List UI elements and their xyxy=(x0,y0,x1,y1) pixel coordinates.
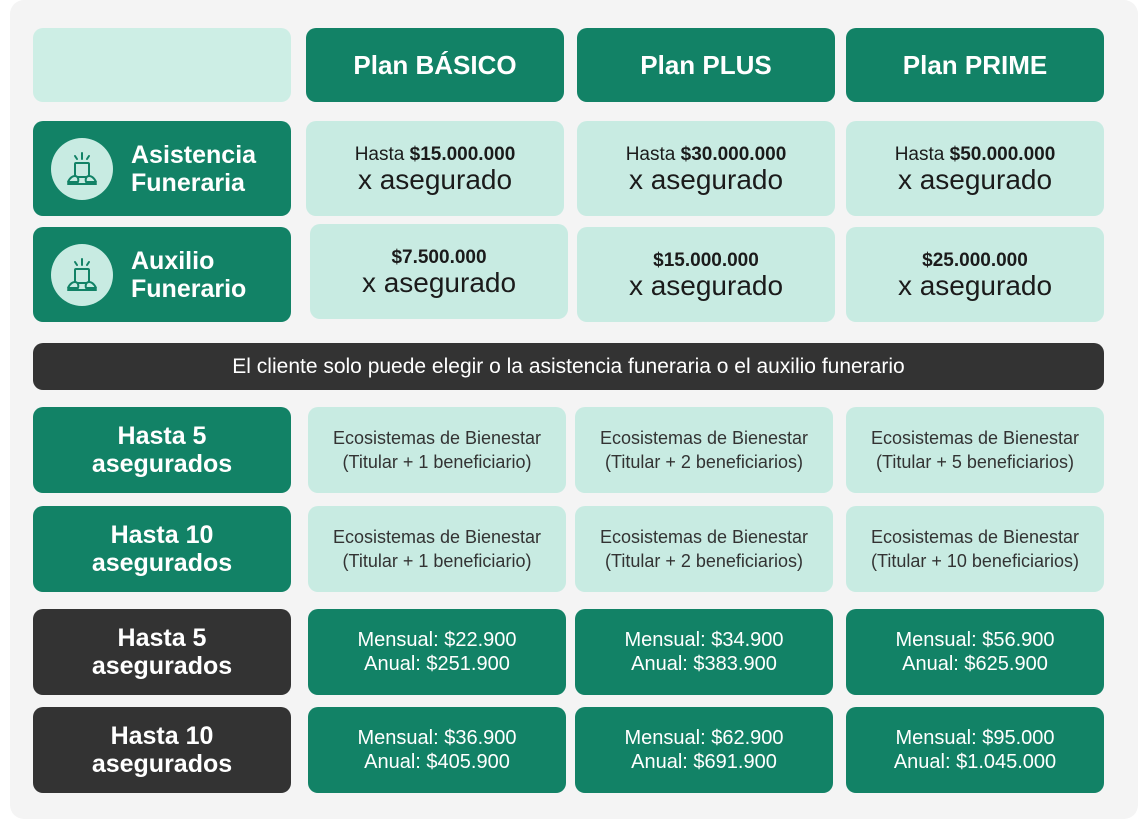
price-10-plus-cell xyxy=(575,707,833,793)
plan-basico-header xyxy=(306,28,564,102)
asistencia-prime-value: $50.000.000 xyxy=(949,143,1056,165)
eco-5-plus-detail: (Titular + 2 beneficiarios) xyxy=(605,452,803,472)
eco-5-basico-title: Ecosistemas de Bienestar xyxy=(332,428,542,448)
choice-note-banner xyxy=(33,343,1104,390)
price-10-basico-cell xyxy=(308,707,566,793)
eco-5-prime-title: Ecosistemas de Bienestar xyxy=(870,428,1080,448)
asistencia-basico-suffix: x asegurado xyxy=(357,163,513,195)
auxilio-basico-amount xyxy=(391,247,486,269)
plan-plus-header xyxy=(577,28,835,102)
asistencia-plus-suffix: x asegurado xyxy=(628,163,784,195)
eco-5-prime-detail: (Titular + 5 beneficiarios) xyxy=(876,452,1074,472)
auxilio-funerario-header xyxy=(33,227,291,322)
header-empty-cell xyxy=(33,28,291,102)
eco-5-plus-cell xyxy=(575,407,833,493)
asistencia-prime-amount xyxy=(895,144,1056,166)
eco-10-plus-cell xyxy=(575,506,833,592)
plan-plus-title: Plan PLUS xyxy=(640,49,772,80)
eco-10-prime-detail: (Titular + 10 beneficiarios) xyxy=(871,551,1079,571)
eco-10-basico-detail: (Titular + 1 beneficiario) xyxy=(342,551,532,571)
eco-10-header xyxy=(33,506,291,592)
price-5-basico-annual: Anual: $251.900 xyxy=(364,653,510,675)
auxilio-basico-cell xyxy=(310,224,568,319)
auxilio-prime-cell xyxy=(846,227,1104,322)
price-5-label-line2: asegurados xyxy=(91,652,233,680)
auxilio-basico-value: $7.500.000 xyxy=(391,246,487,268)
asistencia-plus-value: $30.000.000 xyxy=(680,143,787,165)
price-10-basico-monthly: Mensual: $36.900 xyxy=(357,727,517,749)
asistencia-prime-suffix: x asegurado xyxy=(897,163,1053,195)
eco-10-plus-title: Ecosistemas de Bienestar xyxy=(599,527,809,547)
asistencia-basico-amount xyxy=(355,144,516,166)
eco-5-header xyxy=(33,407,291,493)
price-10-basico-annual: Anual: $405.900 xyxy=(364,751,510,773)
eco-5-plus-title: Ecosistemas de Bienestar xyxy=(599,428,809,448)
price-10-label-line2: asegurados xyxy=(91,750,233,778)
asistencia-prefix: Hasta xyxy=(625,143,676,165)
asistencia-plus-amount xyxy=(626,144,787,166)
auxilio-plus-value: $15.000.000 xyxy=(653,249,759,271)
asistencia-prime-cell xyxy=(846,121,1104,216)
price-10-plus-monthly: Mensual: $62.900 xyxy=(624,727,784,749)
auxilio-label-line1: Auxilio xyxy=(131,246,215,275)
eco-5-prime-cell xyxy=(846,407,1104,493)
eco-10-basico-cell xyxy=(308,506,566,592)
auxilio-prime-value: $25.000.000 xyxy=(922,249,1028,271)
price-5-plus-annual: Anual: $383.900 xyxy=(631,653,777,675)
auxilio-plus-cell xyxy=(577,227,835,322)
eco-5-basico-cell xyxy=(308,407,566,493)
asistencia-basico-cell xyxy=(306,121,564,216)
auxilio-funerario-label xyxy=(131,247,246,303)
eco-5-label-line1: Hasta 5 xyxy=(117,422,207,450)
funeral-plant-icon xyxy=(51,244,113,306)
plan-prime-header xyxy=(846,28,1104,102)
asistencia-funeraria-label xyxy=(131,141,256,197)
asistencia-basico-value: $15.000.000 xyxy=(409,143,516,165)
price-5-header xyxy=(33,609,291,695)
auxilio-plus-suffix: x asegurado xyxy=(628,269,784,301)
asistencia-prefix: Hasta xyxy=(354,143,405,165)
price-5-prime-monthly: Mensual: $56.900 xyxy=(895,629,1055,651)
plan-prime-title: Plan PRIME xyxy=(902,49,1048,80)
choice-note-text: El cliente solo puede elegir o la asistencia funeraria o el auxilio funerario xyxy=(232,354,905,378)
asistencia-label-line2: Funeraria xyxy=(131,168,245,197)
eco-10-plus-detail: (Titular + 2 beneficiarios) xyxy=(605,551,803,571)
price-10-plus-annual: Anual: $691.900 xyxy=(631,751,777,773)
asistencia-prefix: Hasta xyxy=(894,143,945,165)
price-5-prime-cell xyxy=(846,609,1104,695)
auxilio-basico-suffix: x asegurado xyxy=(361,266,517,298)
price-10-header xyxy=(33,707,291,793)
price-5-prime-annual: Anual: $625.900 xyxy=(902,653,1048,675)
asistencia-label-line1: Asistencia xyxy=(131,140,257,169)
price-5-plus-monthly: Mensual: $34.900 xyxy=(624,629,784,651)
price-5-basico-cell xyxy=(308,609,566,695)
price-10-prime-monthly: Mensual: $95.000 xyxy=(895,727,1055,749)
price-10-prime-annual: Anual: $1.045.000 xyxy=(893,751,1057,773)
price-10-label-line1: Hasta 10 xyxy=(110,722,214,750)
auxilio-plus-amount xyxy=(653,250,759,272)
asistencia-plus-cell xyxy=(577,121,835,216)
eco-10-prime-title: Ecosistemas de Bienestar xyxy=(870,527,1080,547)
price-10-prime-cell xyxy=(846,707,1104,793)
asistencia-funeraria-header xyxy=(33,121,291,216)
eco-10-prime-cell xyxy=(846,506,1104,592)
price-5-basico-monthly: Mensual: $22.900 xyxy=(357,629,517,651)
funeral-plant-icon xyxy=(51,138,113,200)
plan-basico-title: Plan BÁSICO xyxy=(353,49,517,80)
eco-10-basico-title: Ecosistemas de Bienestar xyxy=(332,527,542,547)
price-5-plus-cell xyxy=(575,609,833,695)
price-5-label-line1: Hasta 5 xyxy=(117,624,207,652)
auxilio-prime-suffix: x asegurado xyxy=(897,269,1053,301)
eco-5-label-line2: asegurados xyxy=(91,450,233,478)
eco-5-basico-detail: (Titular + 1 beneficiario) xyxy=(342,452,532,472)
auxilio-label-line2: Funerario xyxy=(131,274,247,303)
eco-10-label-line1: Hasta 10 xyxy=(110,521,214,549)
eco-10-label-line2: asegurados xyxy=(91,549,233,577)
auxilio-prime-amount xyxy=(922,250,1028,272)
